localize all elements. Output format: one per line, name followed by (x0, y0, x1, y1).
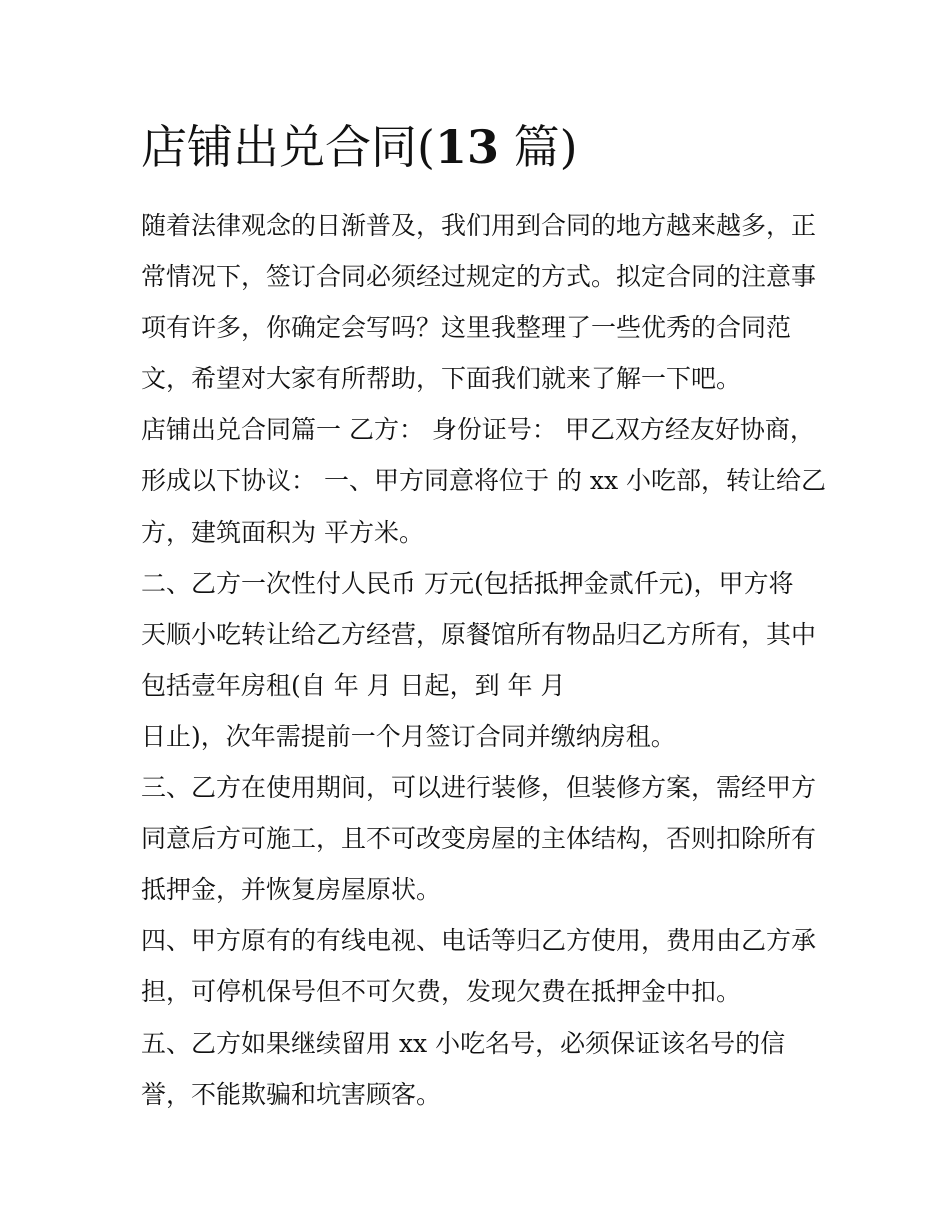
title-suffix: 篇) (498, 120, 578, 174)
body-line: 二、乙方一次性付人民币 万元(包括抵押金贰仟元)，甲方将 (141, 568, 794, 598)
body-line: 随着法律观念的日渐普及，我们用到合同的地方越来越多，正 (141, 211, 817, 240)
body-line: 形成以下协议： 一、甲方同意将位于 的 xx 小吃部，转让给乙 (141, 466, 826, 496)
document-body (141, 200, 826, 1120)
body-line: 同意后方可施工，且不可改变房屋的主体结构，否则扣除所有 (141, 824, 817, 854)
body-line: 常情况下，签订合同必须经过规定的方式。拟定合同的注意事 (141, 262, 817, 292)
body-line: 担，可停机保号但不可欠费，发现欠费在抵押金中扣。 (141, 977, 742, 1007)
body-line: 方，建筑面积为 平方米。 (141, 517, 424, 547)
body-line: 三、乙方在使用期间，可以进行装修，但装修方案，需经甲方 (141, 773, 817, 803)
body-line: 五、乙方如果继续留用 xx 小吃名号，必须保证该名号的信 (141, 1028, 786, 1058)
document-title (141, 112, 821, 182)
body-line: 文，希望对大家有所帮助，下面我们就来了解一下吧。 (141, 364, 742, 394)
body-line: 日止)，次年需提前一个月签订合同并缴纳房租。 (141, 721, 676, 751)
body-line: 抵押金，并恢复房屋原状。 (141, 875, 442, 905)
body-line: 誉，不能欺骗和坑害顾客。 (141, 1079, 442, 1109)
body-line: 包括壹年房租(自 年 月 日起，到 年 月 (141, 670, 566, 700)
title-number: 13 (434, 120, 499, 174)
body-line: 项有许多，你确定会写吗？这里我整理了一些优秀的合同范 (141, 313, 792, 343)
body-line: 天顺小吃转让给乙方经营，原餐馆所有物品归乙方所有，其中 (141, 619, 817, 649)
title-prefix: 店铺出兑合同( (141, 120, 435, 174)
body-line: 店铺出兑合同篇一 乙方： 身份证号： 甲乙双方经友好协商， (141, 415, 815, 445)
body-line: 四、甲方原有的有线电视、电话等归乙方使用，费用由乙方承 (141, 926, 817, 956)
document-page (141, 112, 826, 1120)
